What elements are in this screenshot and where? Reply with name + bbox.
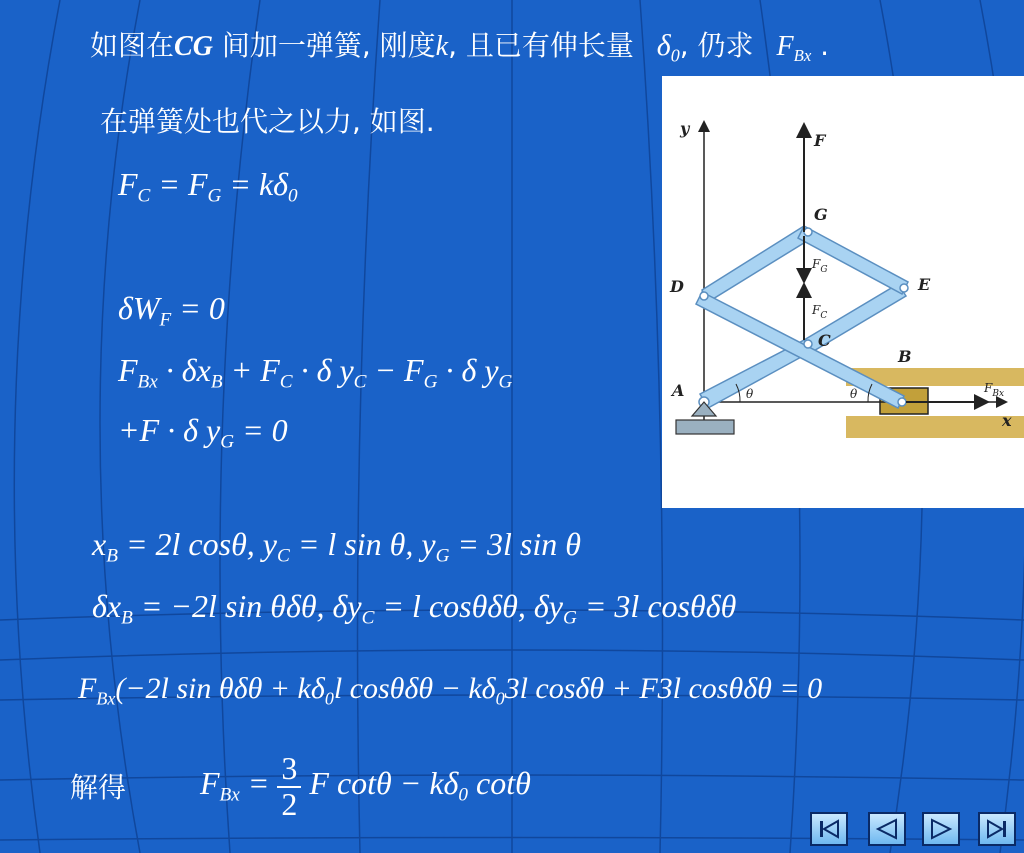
eq6-s3: C: [361, 607, 375, 629]
header-k: k: [435, 31, 449, 62]
fraction-denominator: 2: [281, 785, 298, 822]
header-text-d: , 仍求: [679, 29, 754, 62]
eq5-t4: = l sin θ, y: [289, 526, 436, 562]
label-fc-main: F: [812, 303, 821, 317]
eq3-t0: F: [118, 352, 138, 388]
label-a: A: [672, 381, 685, 400]
joint-e: [900, 284, 908, 292]
label-theta-a: θ: [746, 387, 754, 401]
label-d: D: [670, 277, 684, 296]
label-fc: [811, 303, 827, 321]
eq5-s3: C: [277, 545, 290, 567]
equation-spring-force: [118, 166, 298, 208]
eq6-t0: δx: [92, 588, 122, 624]
header-text-a: 如图在: [90, 29, 175, 62]
joint-g: [804, 228, 812, 236]
joint-c: [804, 340, 812, 348]
label-b: B: [898, 347, 912, 366]
eq7-s1: Bx: [96, 688, 116, 709]
eq2-t0: δW: [118, 290, 160, 326]
eq1-s6: 0: [288, 185, 298, 207]
label-fbx-main: F: [984, 381, 993, 395]
eq1-t2: =: [150, 166, 188, 202]
header-text-b: 间加一弹簧, 刚度: [212, 29, 436, 62]
eq6-s1: B: [121, 607, 133, 629]
eq8-r0: F cotθ − kδ: [309, 764, 459, 801]
header-delta-symbol: δ: [656, 29, 671, 62]
header-text-end: .: [811, 29, 830, 62]
mechanism-diagram: [662, 76, 1024, 508]
eq8-t0: F: [200, 764, 220, 801]
eq3-t10: · δ y: [437, 352, 499, 388]
eq5-t6: = 3l sin θ: [449, 526, 581, 562]
label-fg: [811, 257, 828, 275]
header-fbx: [776, 31, 812, 65]
equation-work-terms: [118, 352, 512, 394]
eq7-t4: l cosθδθ − kδ: [333, 672, 496, 705]
eq4-s1: G: [220, 431, 235, 453]
eq8-s1: Bx: [219, 784, 240, 806]
eq3-t6: · δ y: [292, 352, 354, 388]
eq3-s3: B: [210, 371, 223, 393]
eq5-t2: = 2l cosθ, y: [117, 526, 277, 562]
eq3-s7: C: [353, 371, 367, 393]
label-e: E: [918, 275, 931, 294]
eq4-t0: +F · δ y: [118, 412, 221, 448]
eq8-t2: =: [239, 764, 278, 801]
label-f: F: [814, 131, 826, 150]
last-slide-icon: [980, 814, 1014, 844]
eq1-t3: F: [187, 166, 208, 202]
eq7-t6: 3l cosδθ + F3l cosθδθ = 0: [504, 672, 823, 705]
eq6-s5: G: [562, 607, 577, 629]
eq8-r1: 0: [458, 784, 469, 806]
label-y: y: [680, 119, 690, 138]
equation-virtual-work: [118, 290, 225, 332]
equation-work-terms-cont: [118, 412, 288, 454]
equation-result: [200, 752, 531, 821]
first-slide-button[interactable]: [810, 812, 848, 846]
header-fbx-symbol: F: [776, 31, 794, 62]
fraction-three-halves: [277, 752, 301, 821]
eq3-t2: · δx: [157, 352, 211, 388]
last-slide-button[interactable]: [978, 812, 1016, 846]
equation-variations: [92, 588, 736, 630]
header-fbx-sub: Bx: [793, 45, 812, 65]
previous-slide-button[interactable]: [868, 812, 906, 846]
lower-guide-rail: [846, 416, 1024, 438]
bar-d-g: [702, 226, 812, 302]
first-slide-icon: [812, 814, 846, 844]
joint-d: [700, 292, 708, 300]
fraction-numerator: 3: [277, 752, 301, 788]
eq1-t0: F: [118, 166, 138, 202]
eq3-s1: Bx: [137, 371, 158, 393]
eq4-t2: = 0: [234, 412, 288, 448]
eq5-s1: B: [106, 545, 118, 567]
pin-support-a: [676, 402, 734, 434]
eq6-t4: = l cosθδθ, δy: [374, 588, 563, 624]
solve-label: 解得: [70, 771, 127, 804]
eq3-t4: + F: [222, 352, 280, 388]
label-fg-main: F: [812, 257, 821, 271]
label-theta-b: θ: [850, 387, 858, 401]
next-slide-icon: [924, 814, 958, 844]
next-slide-button[interactable]: [922, 812, 960, 846]
eq2-s1: F: [159, 309, 172, 331]
eq7-s5: 0: [495, 688, 505, 709]
eq1-s1: C: [137, 185, 151, 207]
eq5-t0: x: [92, 526, 107, 562]
header-text-c: , 且已有伸长量: [448, 29, 634, 62]
header-delta-sub: 0: [670, 45, 680, 66]
eq3-s9: G: [423, 371, 438, 393]
eq6-t6: = 3l cosθδθ: [576, 588, 737, 624]
eq7-s3: 0: [324, 688, 334, 709]
eq7-t2: (−2l sin θδθ + kδ: [115, 672, 325, 705]
previous-slide-icon: [870, 814, 904, 844]
label-g: G: [814, 205, 828, 224]
eq3-s11: G: [498, 371, 513, 393]
joint-b: [898, 398, 906, 406]
header-delta: [656, 29, 680, 66]
equation-coordinates: [92, 526, 581, 568]
eq3-s5: C: [279, 371, 293, 393]
eq6-t2: = −2l sin θδθ, δy: [132, 588, 362, 624]
equation-substituted: [78, 672, 822, 709]
header-cg: CG: [174, 31, 213, 62]
label-c: C: [818, 331, 831, 350]
eq8-r2: cotθ: [468, 764, 531, 801]
header-line-1: [90, 24, 829, 66]
label-fbx-sub: Bx: [992, 389, 1005, 399]
eq1-t5: = kδ: [221, 166, 289, 202]
eq2-t2: = 0: [171, 290, 225, 326]
eq3-t8: − F: [366, 352, 424, 388]
header-line-2: 在弹簧处也代之以力, 如图.: [100, 105, 435, 138]
label-fg-sub: G: [820, 265, 828, 275]
label-x: x: [1002, 411, 1012, 430]
eq5-s5: G: [435, 545, 450, 567]
mechanism-figure: [662, 76, 1024, 508]
eq1-s4: G: [207, 185, 222, 207]
eq7-t0: F: [78, 672, 97, 705]
label-fc-sub: C: [820, 311, 828, 321]
